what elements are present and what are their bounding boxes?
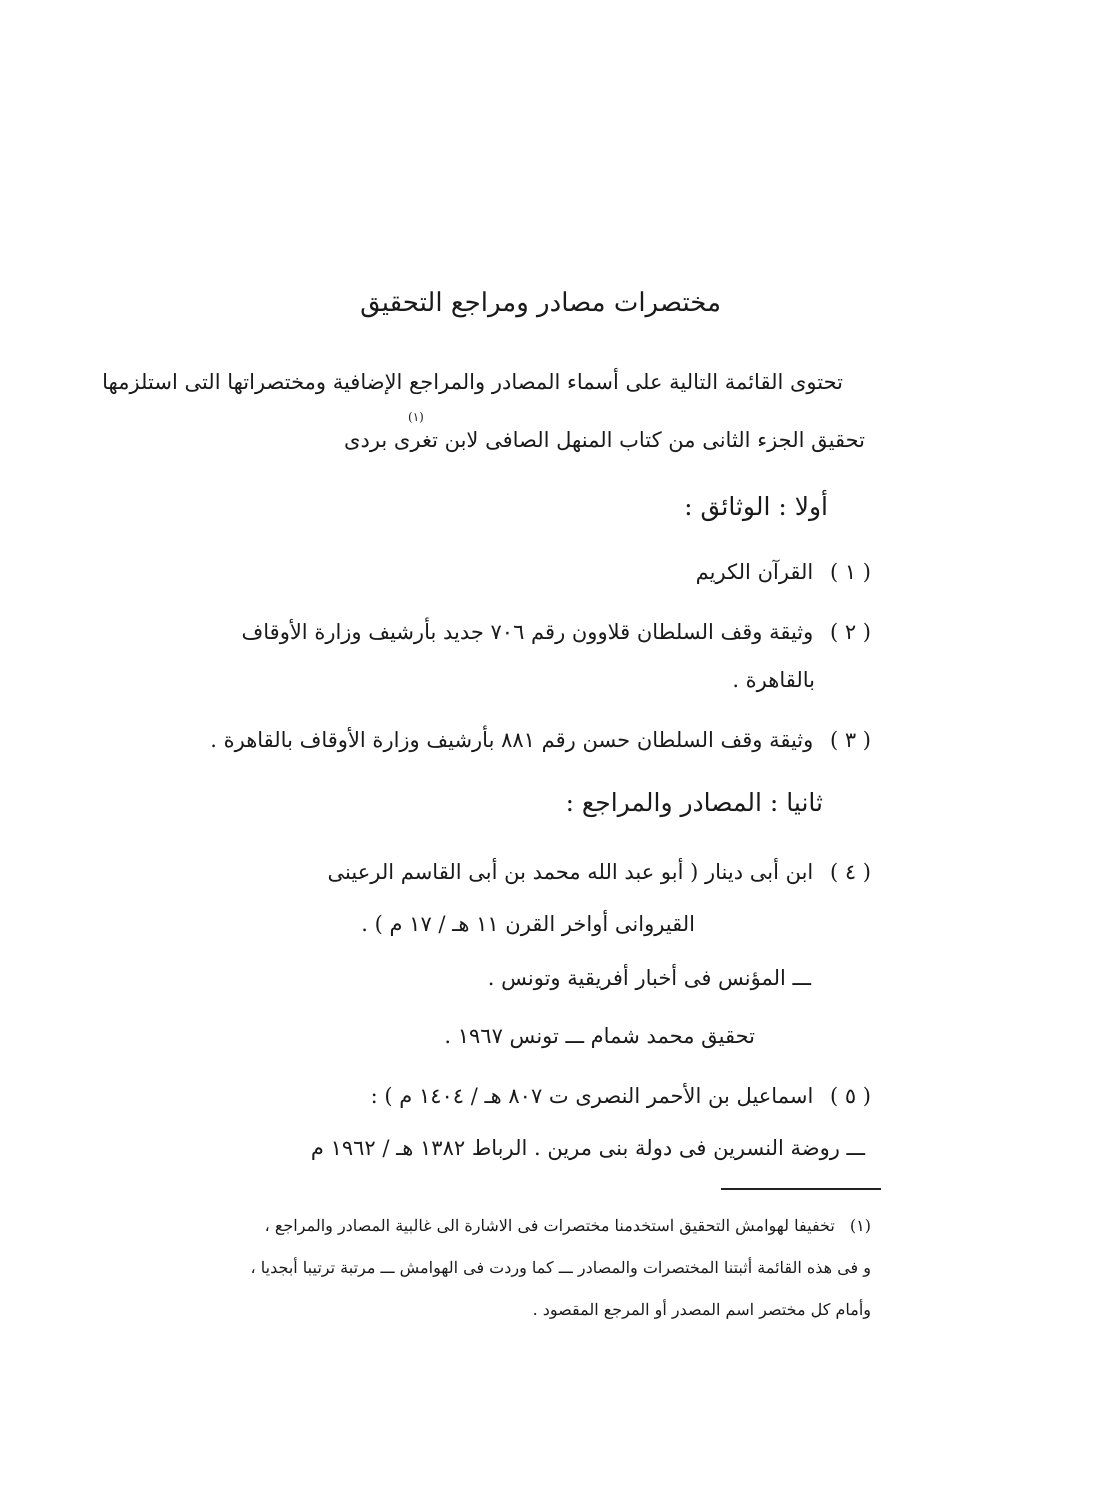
list-item-4-line-2: القيروانى أواخر القرن ١١ هـ / ١٧ م ) .	[361, 912, 695, 936]
item-number: ( ٢ )	[829, 620, 871, 644]
list-item-4-line-3: ـــ المؤنس فى أخبار أفريقية وتونس .	[487, 966, 811, 990]
footnote-line-1	[265, 1216, 871, 1235]
section-heading-sources: ثانيا : المصادر والمراجع :	[565, 788, 823, 817]
list-item-5-line-2: ـــ روضة النسرين فى دولة بنى مرين . الرباط ١٣٨٢ هـ / ١٩٦٢ م	[310, 1136, 865, 1160]
footnote-number: (١)	[849, 1216, 871, 1235]
footnote-divider	[721, 1188, 881, 1190]
item-number: ( ٣ )	[829, 728, 871, 752]
list-item-4-line-4: تحقيق محمد شمام ـــ تونس ١٩٦٧ .	[444, 1024, 755, 1048]
list-item-2	[241, 620, 871, 644]
item-number: ( ٥ )	[829, 1084, 871, 1108]
intro-line-1: تحتوى القائمة التالية على أسماء المصادر والمراجع الإضافية ومختصراتها التى استلزمها	[102, 370, 843, 394]
item-text: وثيقة وقف السلطان قلاوون رقم ٧٠٦ جديد بأرشيف وزارة الأوقاف	[241, 620, 814, 644]
item-text: وثيقة وقف السلطان حسن رقم ٨٨١ بأرشيف وزارة الأوقاف بالقاهرة .	[210, 728, 814, 752]
intro-line-2: تحقيق الجزء الثانى من كتاب المنهل الصافى لابن تغرى بردى	[344, 428, 865, 452]
item-number: ( ١ )	[829, 560, 871, 584]
footnote-line-2: و فى هذه القائمة أثبتنا المختصرات والمصادر ـــ كما وردت فى الهوامش ـــ مرتبة ترتيبا أبجديا ،	[250, 1258, 871, 1277]
list-item-3	[210, 728, 871, 752]
list-item-4	[328, 860, 871, 884]
footnote-marker: (١)	[408, 410, 424, 424]
item-text: القرآن الكريم	[695, 560, 814, 584]
list-item-5	[371, 1084, 871, 1108]
item-text: اسماعيل بن الأحمر النصرى ت ٨٠٧ هـ / ١٤٠٤ م ) :	[370, 1084, 814, 1108]
list-item-2-continued: بالقاهرة .	[732, 668, 815, 692]
footnote-text: تخفيفا لهوامش التحقيق استخدمنا مختصرات فى الاشارة الى غالبية المصادر والمراجع ،	[264, 1216, 835, 1235]
item-number: ( ٤ )	[829, 860, 871, 884]
list-item-1	[696, 560, 871, 584]
footnote-line-3: وأمام كل مختصر اسم المصدر أو المرجع المقصود .	[532, 1300, 871, 1319]
page-title: مختصرات مصادر ومراجع التحقيق	[360, 288, 721, 318]
section-heading-documents: أولا : الوثائق :	[684, 492, 828, 521]
item-text: ابن أبى دينار ( أبو عبد الله محمد بن أبى القاسم الرعينى	[327, 860, 814, 884]
